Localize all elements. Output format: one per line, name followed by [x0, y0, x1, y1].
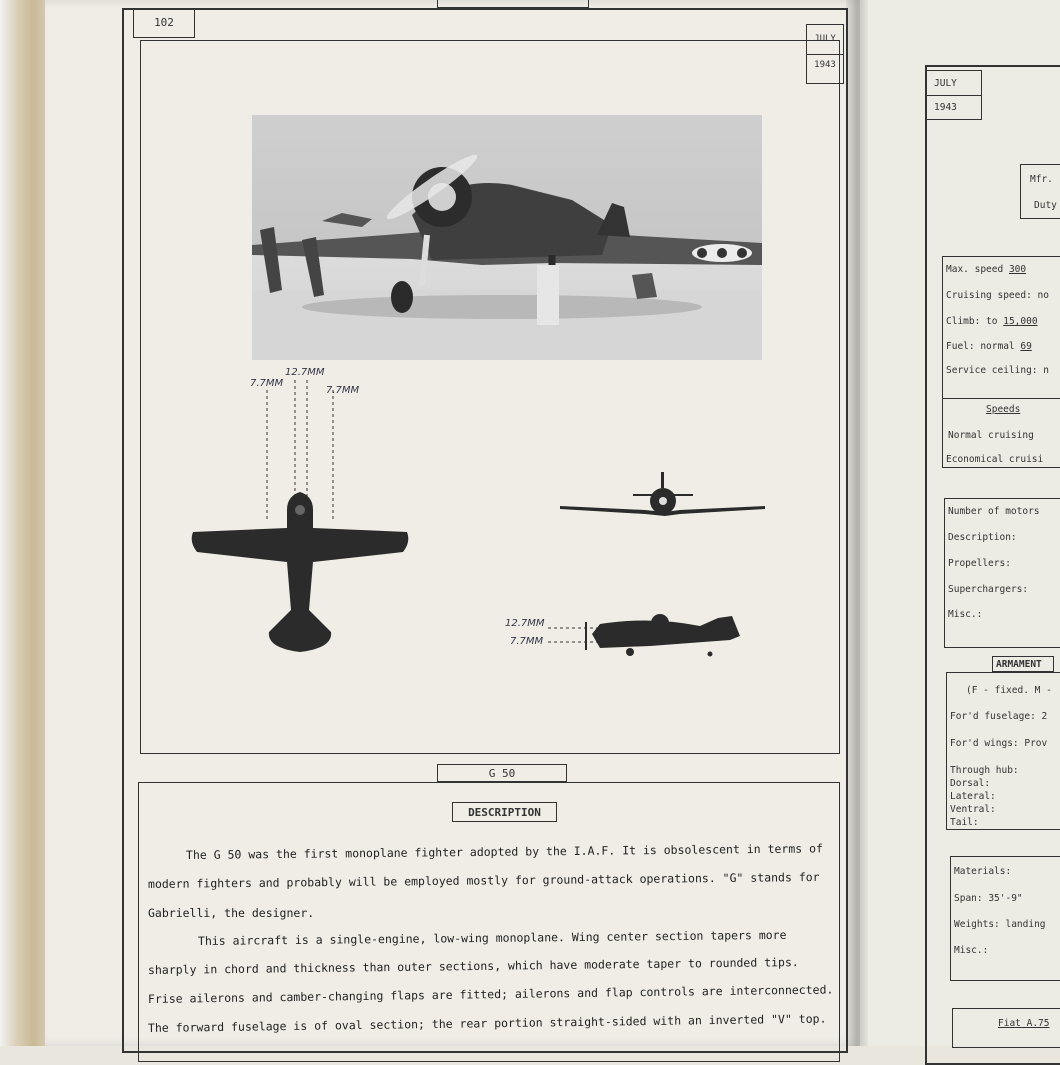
description-title: DESCRIPTION	[468, 806, 541, 819]
top-tab	[437, 0, 589, 8]
perf-service-ceiling: Service ceiling: n	[946, 365, 1049, 376]
structure-weights: Weights: landing	[954, 919, 1046, 930]
armament-tail: Tail:	[950, 817, 979, 828]
perf-climb: Climb: to 15,000	[946, 316, 1038, 327]
armament-dorsal: Dorsal:	[950, 778, 991, 789]
powerplant-misc: Misc.:	[948, 609, 983, 620]
powerplant-box	[944, 498, 1060, 648]
armament-legend: (F - fixed. M -	[966, 685, 1052, 696]
aircraft-photograph	[252, 115, 762, 360]
powerplant-motors: Number of motors	[948, 506, 1040, 517]
armament-lateral: Lateral:	[950, 791, 996, 802]
side-gun-label-2: 7.7MM	[510, 636, 544, 647]
armament-fwd-wings: For'd wings: Prov	[950, 738, 1048, 749]
duty-label: Duty	[1034, 200, 1057, 211]
right-date-month: JULY	[934, 78, 957, 89]
date-year: 1943	[814, 60, 836, 70]
description-line-6: Frise ailerons and camber-changing flaps are fitted; ailerons and flap controls are interconnected.	[147, 982, 834, 1006]
armament-ventral: Ventral:	[950, 804, 996, 815]
footer-label: Fiat A.75	[998, 1018, 1050, 1029]
page-gutter	[846, 0, 868, 1046]
description-line-1: The G 50 was the first monoplane fighter adopted by the I.A.F. It is obsolescent in terms of	[185, 841, 824, 862]
description-line-4: This aircraft is a single-engine, low-wing monoplane. Wing center section tapers more	[197, 927, 787, 948]
gun-label-center: 12.7MM	[285, 367, 325, 378]
performance-divider	[942, 398, 1060, 399]
front-view-silhouette	[555, 468, 770, 528]
description-line-5: sharply in chord and thickness than outer sections, which have moderate taper to rounded tips.	[147, 955, 799, 977]
description-line-7: The forward fuselage is of oval section; the rear portion straight-sided with an inverted "V" top.	[147, 1011, 827, 1035]
top-view-silhouette	[185, 360, 425, 660]
speed-normal-cruising: Normal cruising	[948, 430, 1034, 441]
powerplant-propellers: Propellers:	[948, 558, 1011, 569]
armament-fwd-fuselage: For'd fuselage: 2	[950, 711, 1048, 722]
speed-economical-cruising: Economical cruisi	[946, 454, 1044, 465]
structure-span: Span: 35'-9"	[954, 893, 1023, 904]
perf-cruising-speed: Cruising speed: no	[946, 290, 1049, 301]
date-month: JULY	[814, 34, 836, 44]
side-gun-label-1: 12.7MM	[505, 618, 545, 629]
gun-label-right: 7.7MM	[326, 385, 360, 396]
description-line-2: modern fighters and probably will be employed mostly for ground-attack operations. "G" stands for	[147, 869, 820, 891]
perf-max-speed: Max. speed 300	[946, 264, 1027, 275]
speeds-header: Speeds	[986, 404, 1021, 415]
perf-fuel: Fuel: normal 69	[946, 341, 1032, 352]
armament-through-hub: Through hub:	[950, 765, 1019, 776]
page-number: 102	[154, 16, 174, 29]
armament-title: ARMAMENT	[996, 659, 1042, 670]
mfr-label: Mfr.	[1030, 174, 1053, 185]
powerplant-description: Description:	[948, 532, 1017, 543]
structure-materials: Materials:	[954, 866, 1012, 877]
structure-misc: Misc.:	[954, 945, 989, 956]
powerplant-superchargers: Superchargers:	[948, 584, 1029, 595]
aircraft-name: G 50	[488, 767, 516, 780]
description-line-3: Gabrielli, the designer.	[148, 906, 315, 920]
right-date-year: 1943	[934, 102, 957, 113]
gun-label-left: 7.7MM	[250, 378, 284, 389]
